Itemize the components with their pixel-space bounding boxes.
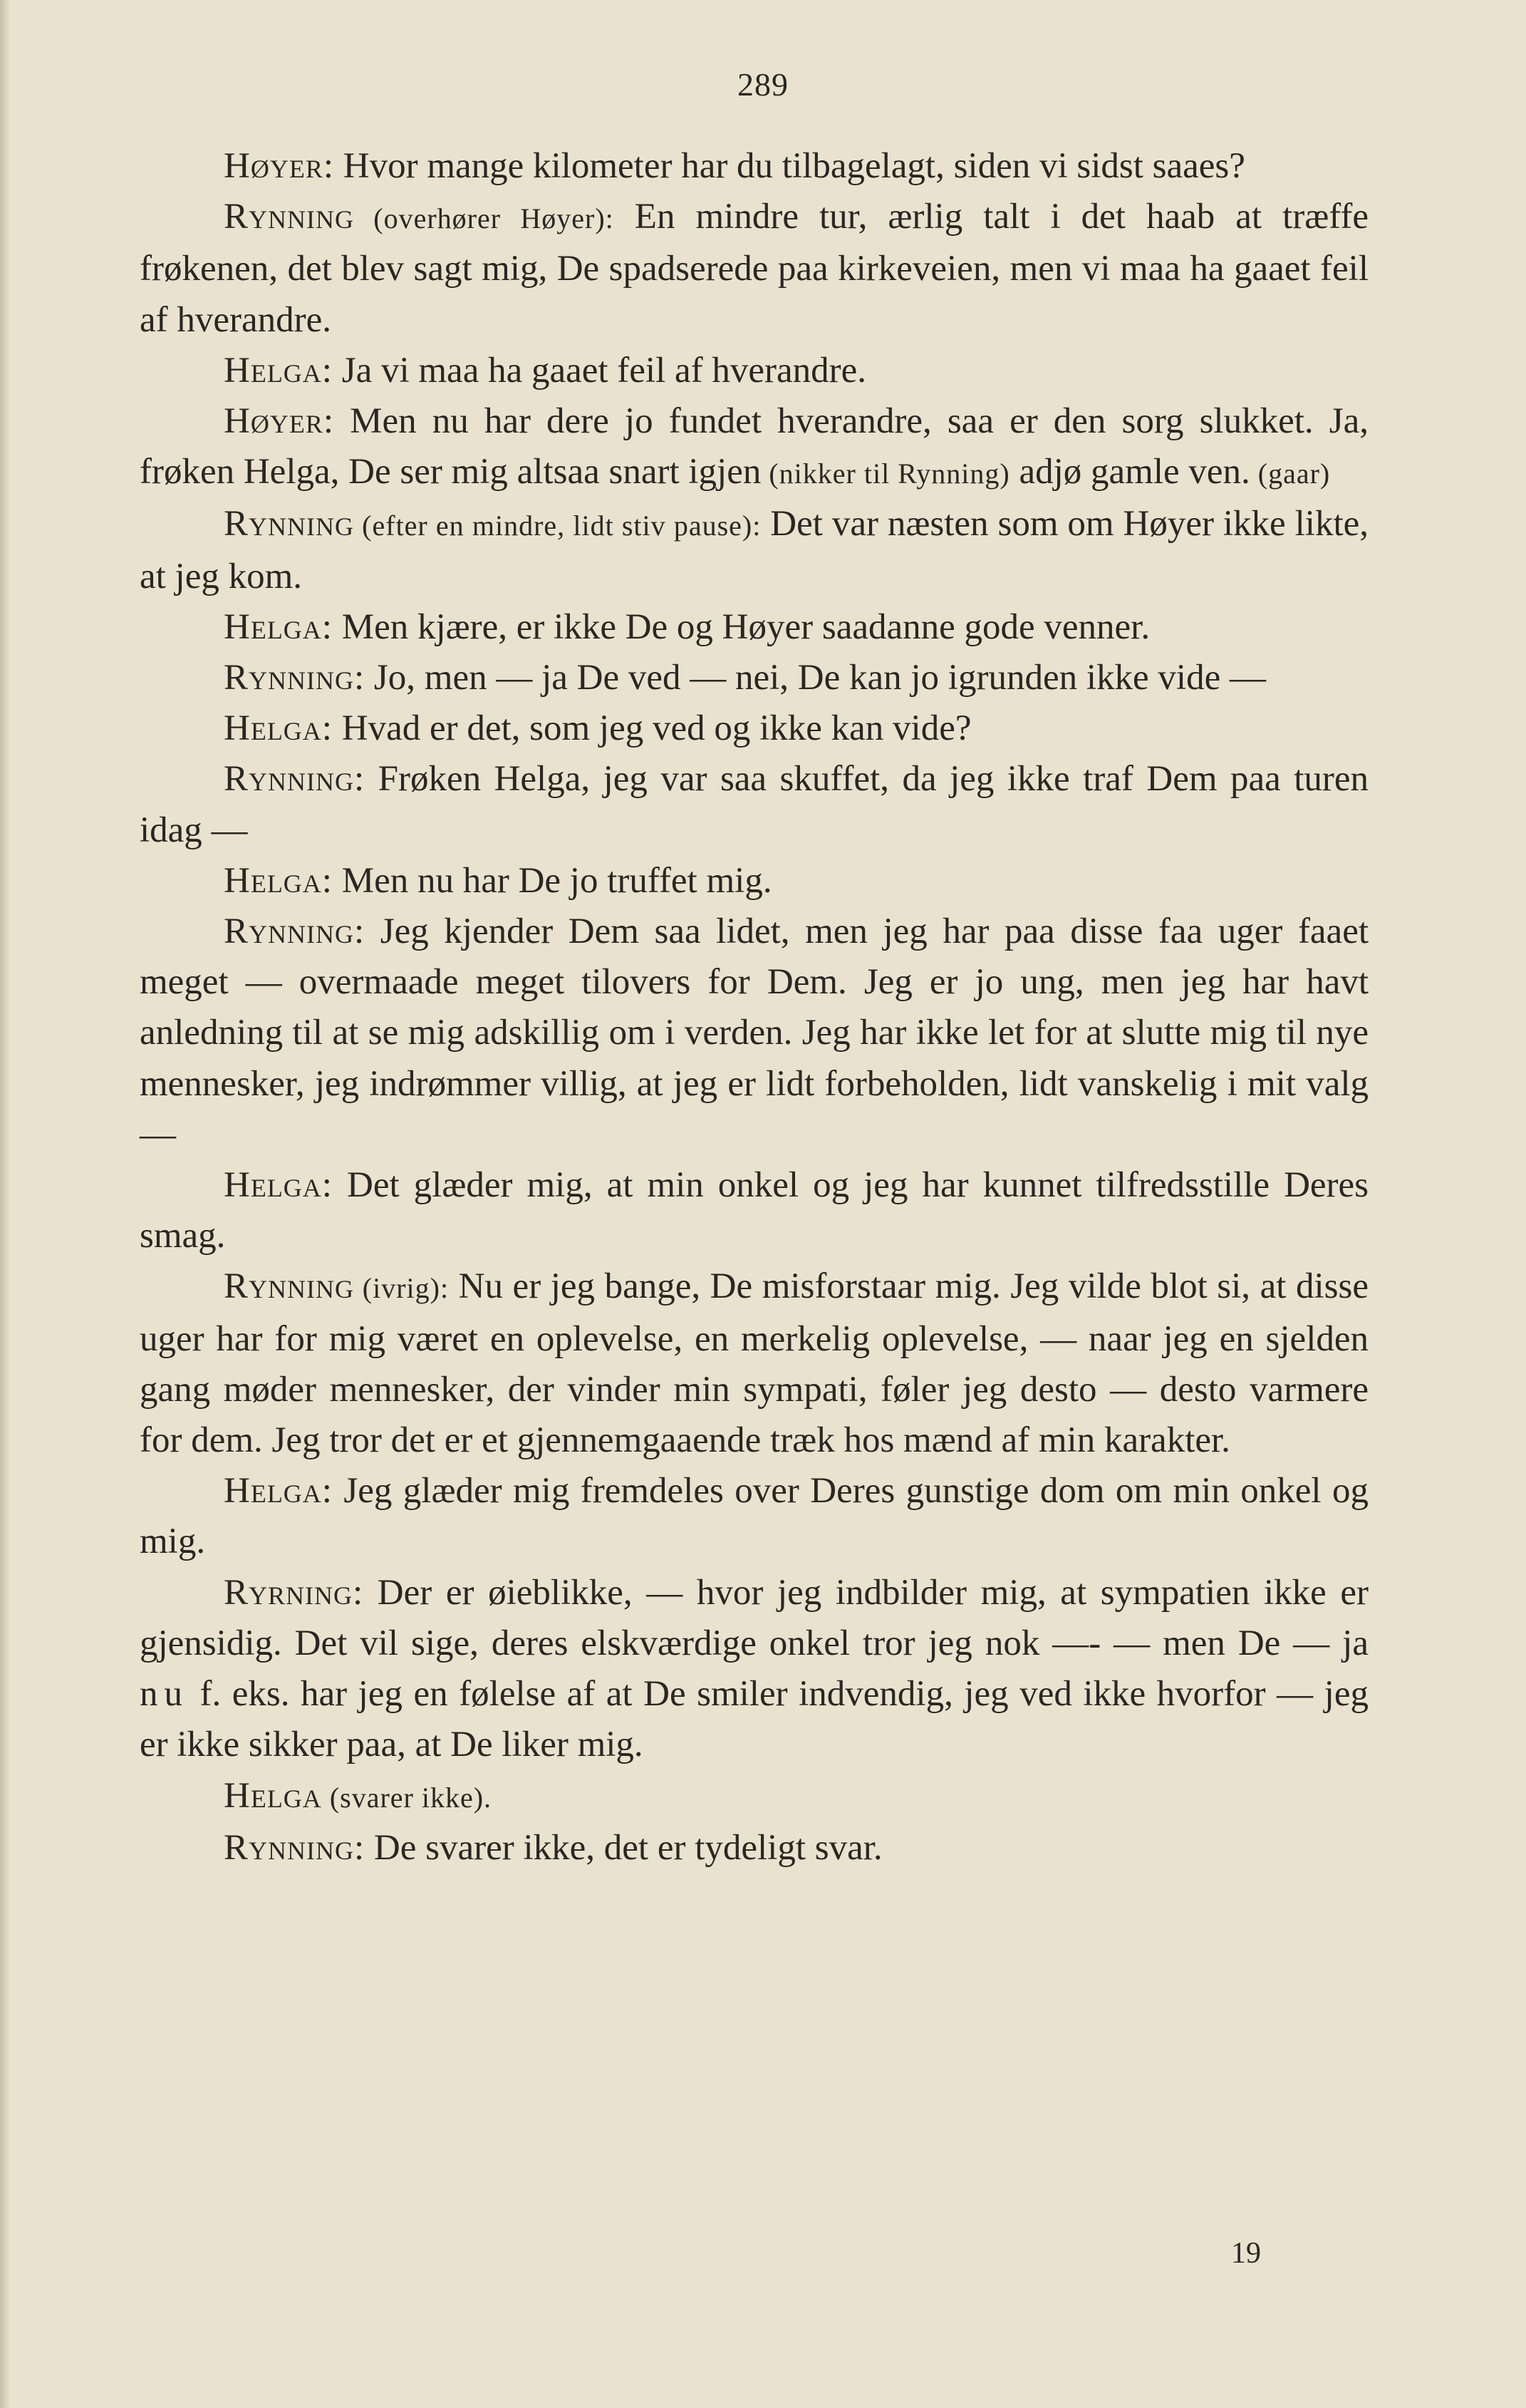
- speaker-name: Rynning:: [224, 1827, 365, 1868]
- spoken-text: Ja vi maa ha gaaet feil af hverandre.: [332, 350, 866, 391]
- dialogue-paragraph: [140, 192, 1369, 346]
- spoken-text: Hvor mange kilometer har du tilbagelagt, siden vi sidst saaes?: [334, 146, 1245, 186]
- dialogue-paragraph: [140, 602, 1369, 653]
- stage-direction: (ivrig):: [354, 1272, 450, 1305]
- dialogue-paragraph: [140, 1261, 1369, 1466]
- dialogue-paragraph: [140, 1823, 1369, 1874]
- speaker-name: Høyer:: [224, 146, 334, 186]
- spoken-text: Det glæder mig, at min onkel og jeg har kunnet tilfredsstille Deres smag.: [140, 1165, 1369, 1256]
- stage-direction: (gaar): [1250, 458, 1331, 490]
- dialogue-paragraph: [140, 856, 1369, 906]
- stage-direction: (overhører Høyer):: [354, 202, 614, 235]
- speaker-name: Rynning:: [224, 911, 365, 952]
- signature-mark: 19: [1231, 2237, 1261, 2270]
- speaker-name: Helga:: [224, 860, 333, 901]
- spoken-text: Jeg glæder mig fremdeles over Deres gunstige dom om min onkel og mig.: [140, 1471, 1369, 1562]
- dialogue-paragraph: [140, 1160, 1369, 1261]
- spaced-emphasis: nu: [140, 1674, 189, 1715]
- stage-direction: (nikker til Rynning): [761, 458, 1010, 490]
- spoken-text: Men nu har De jo truffet mig.: [332, 860, 772, 901]
- speaker-name: Rynning: [224, 1266, 354, 1307]
- dialogue-paragraph: [140, 653, 1369, 703]
- speaker-name: Rynning:: [224, 759, 365, 800]
- stage-direction: (efter en mindre, lidt stiv pause):: [354, 510, 762, 542]
- spoken-text: Det var næsten som om Høyer ikke likte, at jeg kom.: [140, 504, 1369, 596]
- spoken-text: En mindre tur, ærlig talt i det haab at træffe frøkenen, det blev sagt mig, De spadserede paa kirkeveien, men vi maa ha gaaet feil af hverandre.: [140, 197, 1369, 340]
- speaker-name: Helga:: [224, 606, 333, 647]
- speaker-name: Rynning:: [224, 658, 365, 698]
- speaker-name: Rynning: [224, 197, 354, 237]
- speaker-name: Høyer:: [224, 401, 334, 442]
- spoken-text: adjø gamle ven.: [1009, 452, 1250, 492]
- dialogue-paragraph: [140, 754, 1369, 855]
- speaker-name: Helga: [224, 1775, 322, 1816]
- spoken-text: Jo, men — ja De ved — nei, De kan jo igrunden ikke vide —: [365, 658, 1266, 698]
- spoken-text: Der er øieblikke, — hvor jeg indbilder mig, at sympatien ikke er gjensidig. Det vil sige, deres elskværdige onkel tror jeg nok —- — men De — ja: [140, 1572, 1369, 1663]
- spoken-text: Jeg kjender Dem saa lidet, men jeg har paa disse faa uger faaet meget — overmaade meget tilovers for Dem. Jeg er jo ung, men jeg har havt anledning til at se mig adskillig om i verden. Jeg har ikke let for at slutte mig til nye mennesker, jeg indrømmer villig, at jeg er lidt forbeholden, lidt vanskelig i mit valg —: [140, 911, 1369, 1154]
- stage-direction: (svarer ikke).: [321, 1781, 492, 1814]
- dialogue-paragraph: [140, 703, 1369, 754]
- speaker-name: Helga:: [224, 1471, 333, 1512]
- speaker-name: Ryrning:: [224, 1572, 364, 1613]
- dialogue-paragraph: [140, 1466, 1369, 1567]
- speaker-name: Helga:: [224, 350, 333, 391]
- dialogue-paragraph: [140, 499, 1369, 601]
- dialogue-text: [140, 141, 1369, 1874]
- speaker-name: Rynning: [224, 504, 354, 544]
- spoken-text: Frøken Helga, jeg var saa skuffet, da jeg ikke traf Dem paa turen idag —: [140, 759, 1369, 850]
- page-number: 289: [737, 66, 789, 103]
- dialogue-paragraph: [140, 346, 1369, 396]
- spoken-text: De svarer ikke, det er tydeligt svar.: [365, 1827, 883, 1868]
- dialogue-paragraph: [140, 396, 1369, 499]
- spoken-text: Nu er jeg bange, De misforstaar mig. Jeg vilde blot si, at disse uger har for mig været en oplevelse, en merkelig oplevelse, — naar jeg en sjelden gang møder mennesker, der vinder min sympati, føler jeg desto — desto varmere for dem. Jeg tror det er et gjennemgaaende træk hos mænd af min karakter.: [140, 1266, 1369, 1461]
- dialogue-paragraph: [140, 906, 1369, 1160]
- spoken-text: Men nu har dere jo fundet hverandre, saa er den sorg slukket. Ja, frøken Helga, De ser mig altsaa snart igjen: [140, 401, 1369, 492]
- dialogue-paragraph: [140, 1771, 1369, 1823]
- spoken-text: Men kjære, er ikke De og Høyer saadanne gode venner.: [332, 606, 1151, 647]
- dialogue-paragraph: [140, 1568, 1369, 1771]
- dialogue-paragraph: [140, 141, 1369, 192]
- speaker-name: Helga:: [224, 1165, 333, 1206]
- spoken-text: Hvad er det, som jeg ved og ikke kan vide?: [332, 708, 972, 749]
- spoken-text: f. eks. har jeg en følelse af at De smiler indvendig, jeg ved ikke hvorfor — jeg er ikke sikker paa, at De liker mig.: [140, 1674, 1369, 1765]
- speaker-name: Helga:: [224, 708, 333, 749]
- page-edge: [0, 0, 10, 2408]
